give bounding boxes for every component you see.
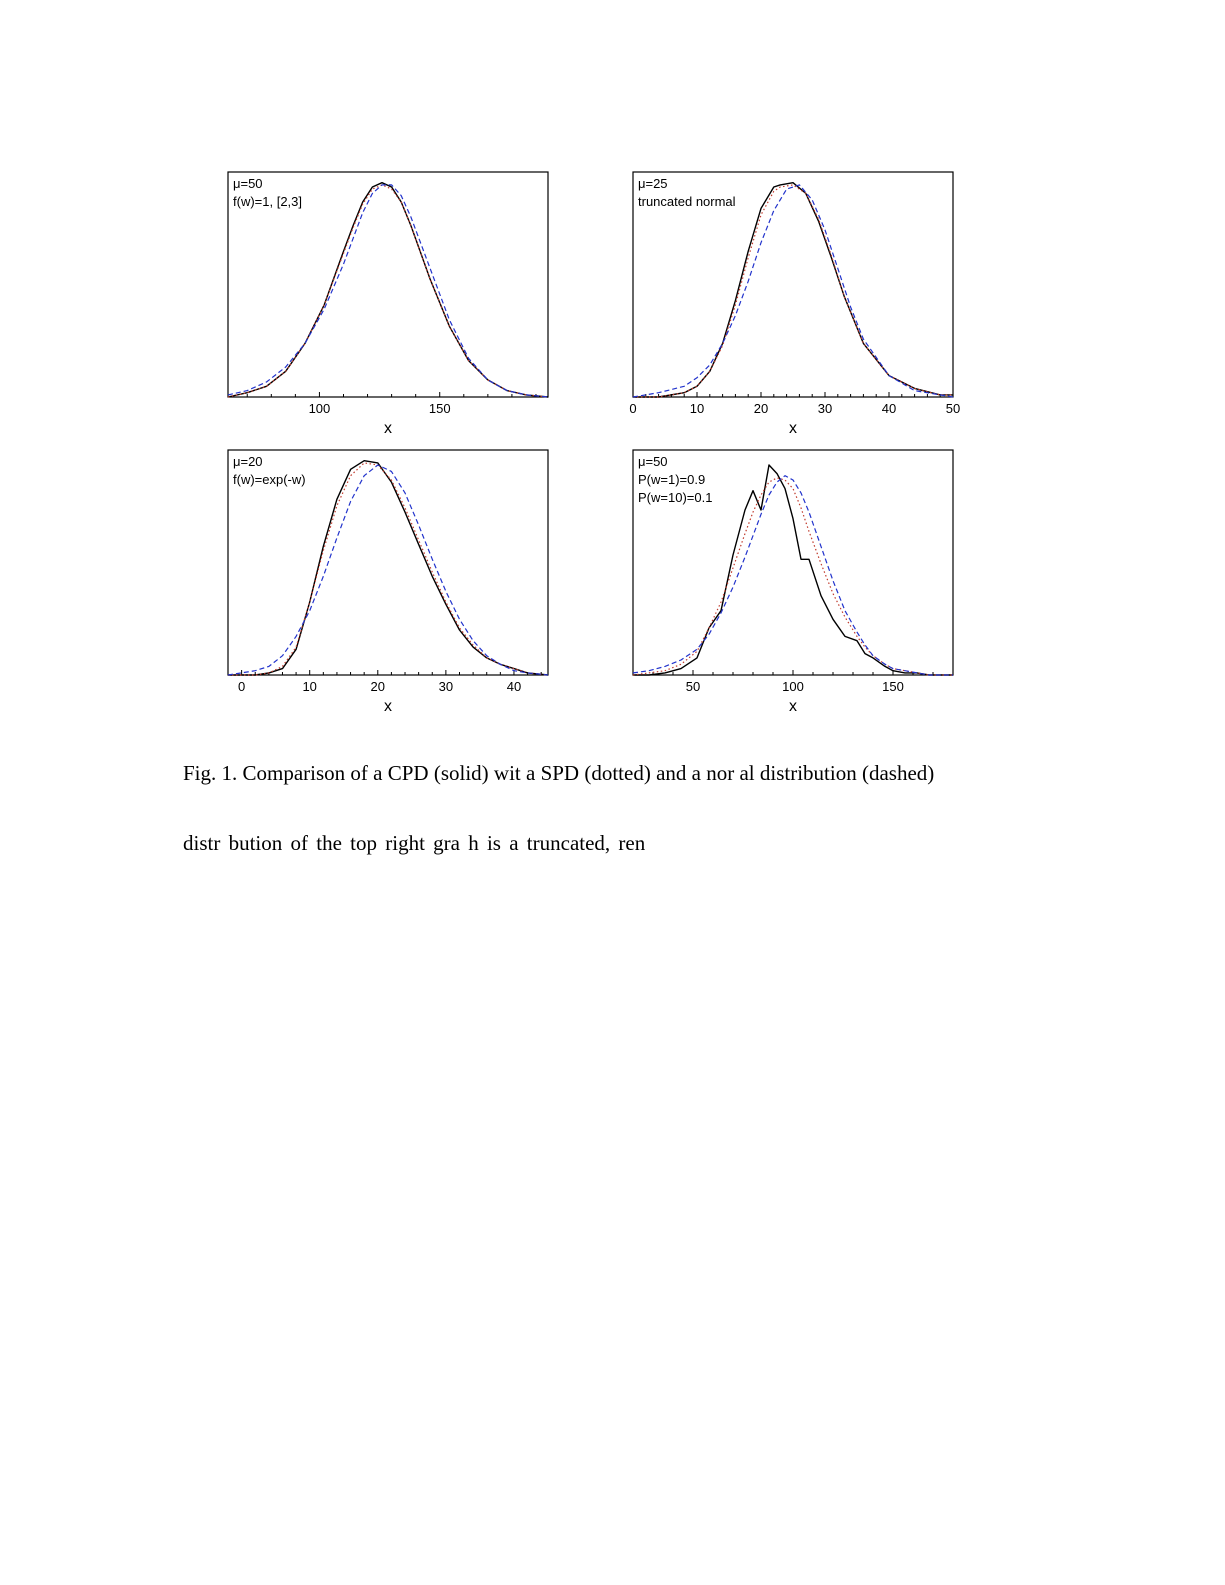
x-tick-label: 100 (782, 679, 804, 694)
x-axis-label: x (789, 698, 797, 715)
panel-annotation: f(w)=exp(-w) (233, 472, 306, 487)
panel-annotation: P(w=10)=0.1 (638, 490, 713, 505)
x-tick-label: 0 (237, 679, 246, 694)
panel-annotation: μ=50 (638, 454, 668, 469)
x-tick-label: 20 (753, 401, 769, 416)
x-tick-label: 40 (881, 401, 897, 416)
x-axis-label: x (384, 420, 392, 437)
chart-panel-top-left (210, 160, 630, 440)
x-tick-label: 0 (629, 401, 637, 416)
panel-annotation: f(w)=1, [2,3] (233, 194, 302, 209)
series-line-dotted (228, 463, 548, 675)
x-tick-label: 100 (308, 401, 331, 416)
series-line-dotted (633, 185, 953, 397)
x-tick-label: 10 (302, 679, 317, 694)
chart-svg (210, 160, 630, 440)
chart-svg (615, 438, 1035, 718)
series-line-solid (228, 461, 548, 675)
chart-panel-top-right (615, 160, 1035, 440)
x-tick-label: 150 (428, 401, 451, 416)
x-tick-label: 40 (506, 679, 522, 694)
chart-panel-bottom-right (615, 438, 1035, 718)
chart-panel-bottom-left (210, 438, 630, 718)
x-tick-label: 10 (689, 401, 705, 416)
x-tick-label: 150 (882, 679, 904, 694)
panel-annotation: truncated normal (638, 194, 736, 209)
series-line-solid (633, 183, 953, 397)
panel-annotation: μ=25 (638, 176, 668, 191)
figure-caption: Fig. 1. Comparison of a CPD (solid) wit a SPD (dotted) and a nor al distribution (dashed) (183, 761, 935, 785)
x-tick-label: 30 (438, 679, 454, 694)
series-line-dashed (228, 185, 548, 397)
chart-svg (210, 438, 630, 718)
x-tick-label: 50 (945, 401, 961, 416)
series-line-dashed (633, 476, 953, 675)
x-axis-label: x (384, 698, 392, 715)
series-line-dotted (633, 478, 953, 675)
chart-svg (615, 160, 1035, 440)
x-tick-label: 30 (817, 401, 833, 416)
x-tick-label: 50 (685, 679, 701, 694)
x-tick-label: 20 (370, 679, 386, 694)
x-axis-label: x (789, 420, 797, 437)
series-line-solid (228, 183, 548, 397)
figure-1 (0, 0, 1225, 740)
series-line-dashed (633, 185, 953, 397)
panel-annotation: P(w=1)=0.9 (638, 472, 706, 487)
panel-annotation: μ=50 (233, 176, 263, 191)
body-paragraph: distr bution of the top right gra h is a truncated, ren (183, 831, 646, 855)
panel-annotation: μ=20 (233, 454, 263, 469)
series-line-dotted (228, 185, 548, 397)
series-line-dashed (228, 465, 548, 675)
